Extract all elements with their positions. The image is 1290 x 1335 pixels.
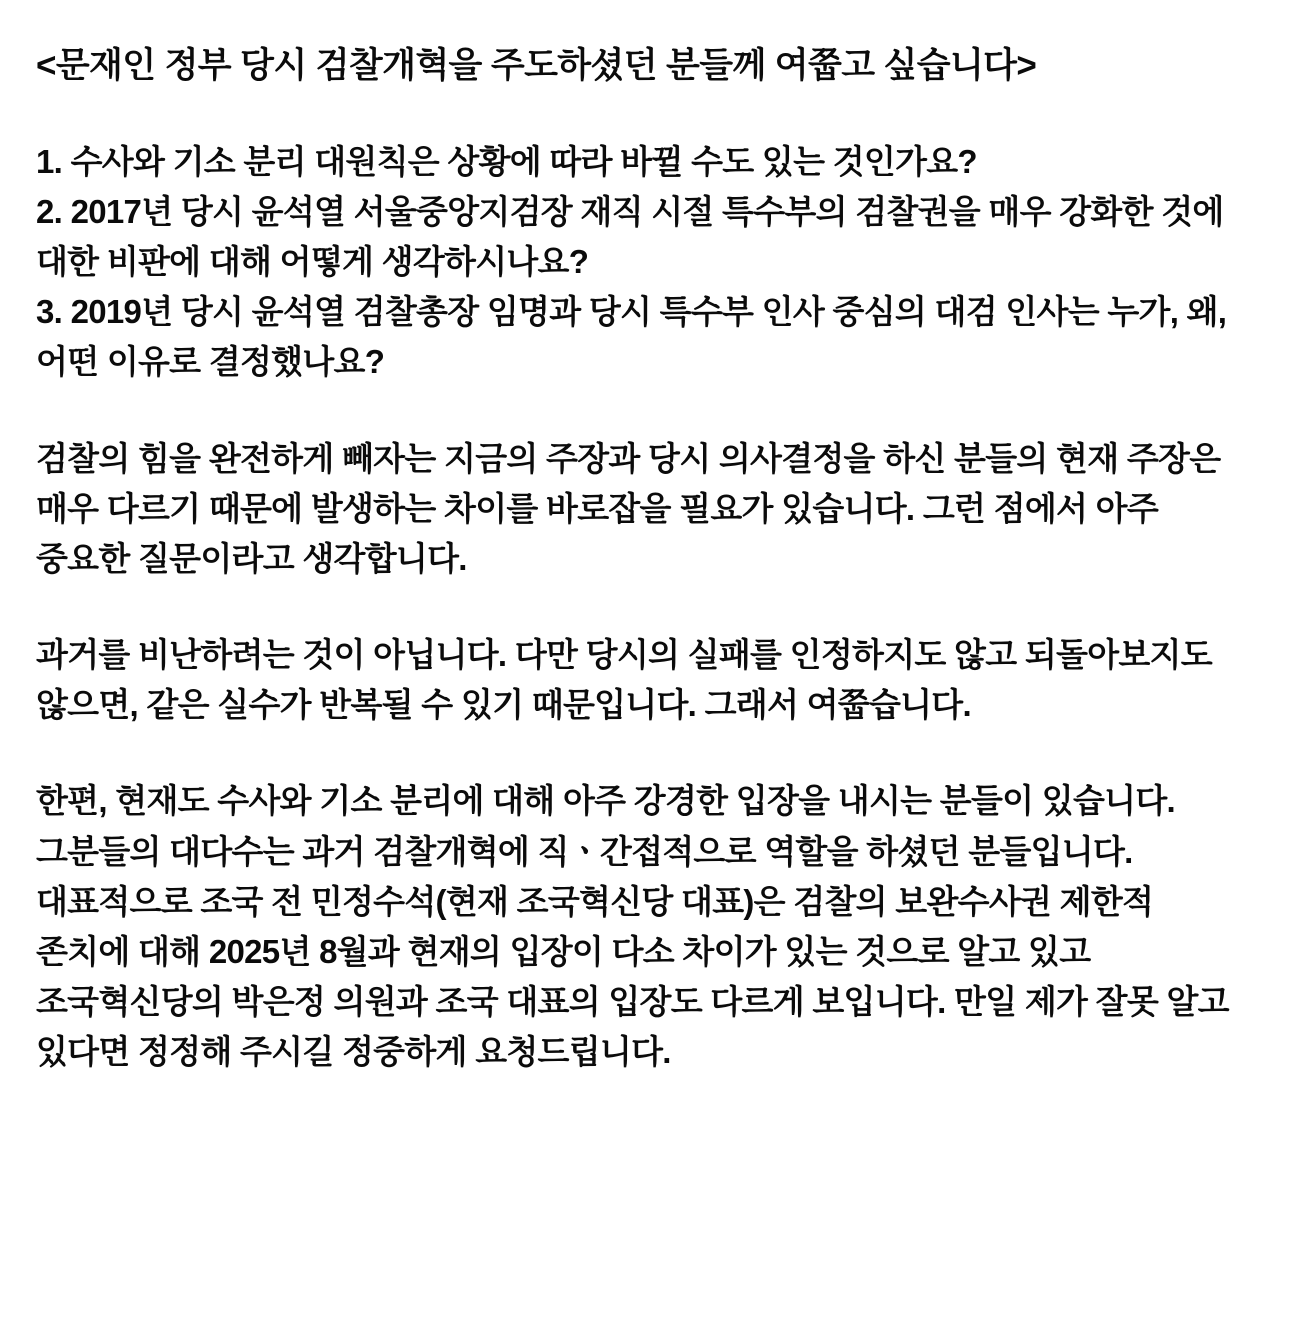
question-item-2: 2. 2017년 당시 윤석열 서울중앙지검장 재직 시절 특수부의 검찰권을 매우 강화한 것에 대한 비판에 대해 어떻게 생각하시나요? [36, 192, 1224, 281]
page-title: <문재인 정부 당시 검찰개혁을 주도하셨던 분들께 여쭙고 싶습니다> [36, 46, 1037, 85]
body-paragraph-1-block [36, 434, 1244, 584]
body-paragraph-2: 과거를 비난하려는 것이 아닙니다. 다만 당시의 실패를 인정하지도 않고 되돌아보지도 않으면, 같은 실수가 반복될 수 있기 때문입니다. 그래서 여쭙습니다. [36, 636, 1212, 724]
body-paragraph-2-block [36, 630, 1244, 730]
body-paragraph-1: 검찰의 힘을 완전하게 빼자는 지금의 주장과 당시 의사결정을 하신 분들의 현재 주장은 매우 다르기 때문에 발생하는 차이를 바로잡을 필요가 있습니다. 그런 점에서 아주 중요한 질문이라고 생각합니다. [36, 439, 1221, 577]
questions-block [36, 137, 1244, 388]
question-item-3: 3. 2019년 당시 윤석열 검찰총장 임명과 당시 특수부 인사 중심의 대검 인사는 누가, 왜, 어떤 이유로 결정했나요? [36, 293, 1227, 381]
body-paragraph-3-block [36, 776, 1244, 1077]
body-paragraph-3: 한편, 현재도 수사와 기소 분리에 대해 아주 강경한 입장을 내시는 분들이 있습니다. 그분들의 대다수는 과거 검찰개혁에 직ㆍ간접적으로 역할을 하셨던 분들입니다. 대표적으로 조국 전 민정수석(현재 조국혁신당 대표)은 검찰의 보완수사권 제한적 존치에 대해 2025년 8월과 현재의 입장이 다소 차이가 있는 것으로 알고 있고 조국혁신당의 박은정 의원과 조국 대표의 입장도 다르게 보입니다. 만일 제가 잘못 알고 있다면 정정해 주시길 정중하게 요청드립니다. [36, 782, 1229, 1071]
question-item-1: 1. 수사와 기소 분리 대원칙은 상황에 따라 바뀔 수도 있는 것인가요? [36, 142, 977, 180]
